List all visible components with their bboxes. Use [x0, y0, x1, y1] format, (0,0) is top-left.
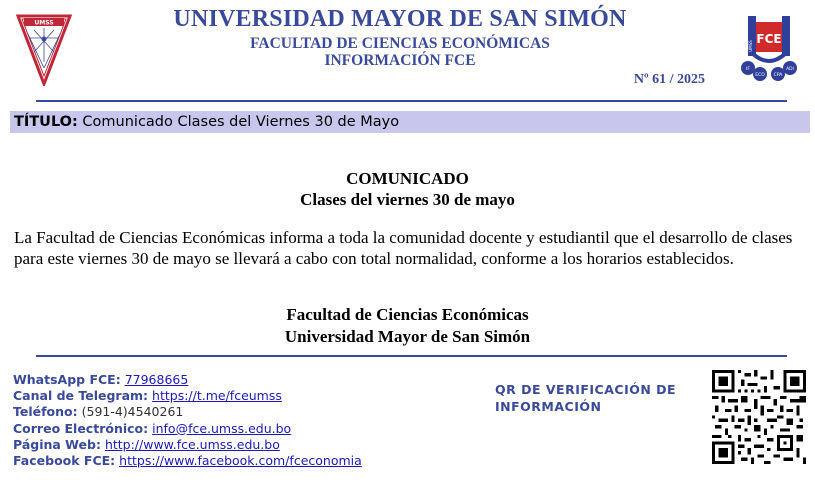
university-title: UNIVERSIDAD MAYOR DE SAN SIMÓN [173, 6, 627, 32]
telegram-link[interactable]: https://t.me/fceumss [152, 388, 282, 404]
contact-label: Teléfono: [13, 404, 78, 420]
contact-label: Facebook FCE: [13, 453, 116, 469]
contact-label: Correo Electrónico: [13, 420, 149, 436]
contact-email [13, 421, 483, 437]
logo-right-label: CPA [773, 73, 783, 78]
whatsapp-link[interactable]: 77968665 [124, 372, 189, 387]
title-bar [10, 111, 810, 133]
contact-label: Canal de Telegram: [13, 388, 149, 404]
signature-university: Universidad Mayor de San Simón [284, 327, 531, 346]
logo-right-label: ECO [755, 73, 765, 78]
contact-list [13, 372, 483, 469]
communique-heading: COMUNICADO [346, 169, 469, 188]
website-link[interactable]: http://www.fce.umss.edu.bo [104, 436, 280, 452]
logo-right-small: UMSS [748, 40, 753, 52]
header-divider [36, 100, 787, 102]
contact-phone [13, 404, 483, 420]
logo-right-label: ADI [786, 67, 794, 72]
contact-whatsapp [13, 372, 483, 388]
qr-code-icon[interactable] [712, 370, 806, 464]
contact-label: WhatsApp FCE: [13, 372, 121, 387]
footer-divider [36, 355, 787, 357]
document-number: Nº 61 / 2025 [633, 72, 705, 87]
contact-website [13, 437, 483, 453]
document-header [0, 0, 815, 100]
contact-label: Página Web: [13, 436, 101, 452]
umss-shield-logo-icon [16, 12, 72, 86]
faculty-subtitle: FACULTAD DE CIENCIAS ECONÓMICAS [250, 35, 550, 52]
title-text: Comunicado Clases del Viernes 30 de Mayo [82, 114, 400, 130]
info-subtitle: INFORMACIÓN FCE [324, 52, 476, 69]
communique-paragraph: La Facultad de Ciencias Económicas informa a toda la comunidad docente y estudiantil que el desarrollo de clases para este viernes 30 de mayo se llevará a cabo con total normalidad, conforme a los horarios establecidos. [14, 228, 793, 268]
title-label: TÍTULO: [14, 114, 78, 130]
logo-right-label: IF [746, 67, 750, 72]
facebook-link[interactable]: https://www.facebook.com/fceconomia [119, 453, 362, 469]
contact-telegram [13, 388, 483, 404]
qr-verification-label: QR DE VERIFICACIÓN DE INFORMACIÓN [495, 382, 677, 414]
email-link[interactable]: info@fce.umss.edu.bo [152, 420, 292, 436]
contact-facebook [13, 453, 483, 469]
phone-value: (591-4)4540261 [81, 404, 184, 420]
logo-right-text: FCE [756, 32, 782, 46]
fce-logo-icon [734, 12, 804, 82]
communique-subheading: Clases del viernes 30 de mayo [300, 190, 515, 209]
signature-faculty: Facultad de Ciencias Económicas [286, 305, 529, 324]
logo-left-text: UMSS [34, 19, 54, 27]
